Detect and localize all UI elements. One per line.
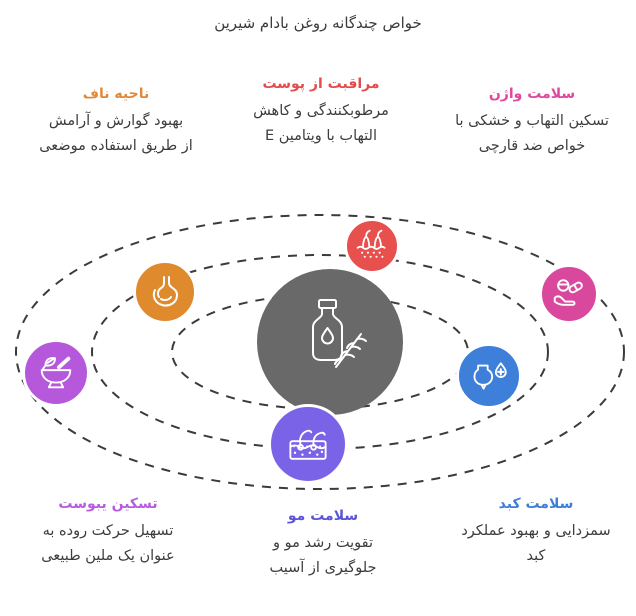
section-line: تسکین التهاب و خشکی با (455, 113, 609, 129)
section-constipation-relief (12, 496, 204, 569)
liver-drop-icon (469, 356, 509, 396)
section-liver-health (438, 496, 634, 569)
section-line: بهبود گوارش و آرامش (48, 113, 184, 129)
section-line: خواص ضد قارچی (478, 138, 586, 154)
section-navel-area (18, 86, 214, 159)
section-skin-care (222, 76, 420, 149)
section-heading: سلامت مو (287, 508, 359, 524)
mortar-pestle-icon (35, 352, 77, 394)
center-node (257, 269, 403, 415)
section-line: مرطوبکنندگی و کاهش (253, 103, 389, 119)
section-heading: تسکین یبوست (58, 496, 158, 512)
node-constipation-relief (22, 339, 90, 407)
section-vaginal-health (432, 86, 632, 159)
section-hair-health (228, 508, 418, 581)
section-heading: ناحیه ناف (82, 86, 150, 102)
section-heading: سلامت واژن (488, 86, 576, 102)
section-heading: مراقبت از پوست (262, 76, 380, 92)
node-navel-area (133, 260, 197, 324)
section-line: عنوان یک ملین طبیعی (41, 548, 175, 564)
section-line: کبد (526, 548, 546, 564)
oil-bottle-icon (287, 294, 373, 390)
section-line: تسهیل حرکت روده به (42, 523, 174, 539)
page-title: خواص چندگانه روغن بادام شیرین (214, 14, 422, 32)
section-line: جلوگیری از آسیب (269, 560, 377, 576)
stomach-icon (145, 272, 185, 312)
section-line: از طریق استفاده موضعی (39, 138, 193, 154)
node-skin-care (344, 218, 400, 274)
skin-hair-icon (282, 418, 334, 470)
section-heading: سلامت کبد (498, 496, 574, 512)
section-line: تقویت رشد مو و (273, 535, 373, 551)
node-liver-health (456, 343, 522, 409)
section-line: سمزدایی و بهبود عملکرد (461, 523, 611, 539)
section-line: التهاب با ویتامین E (264, 128, 378, 144)
hand-pills-icon (550, 275, 588, 313)
node-hair-health (268, 404, 348, 484)
node-vaginal-health (539, 264, 599, 324)
hair-follicle-icon (354, 228, 390, 264)
